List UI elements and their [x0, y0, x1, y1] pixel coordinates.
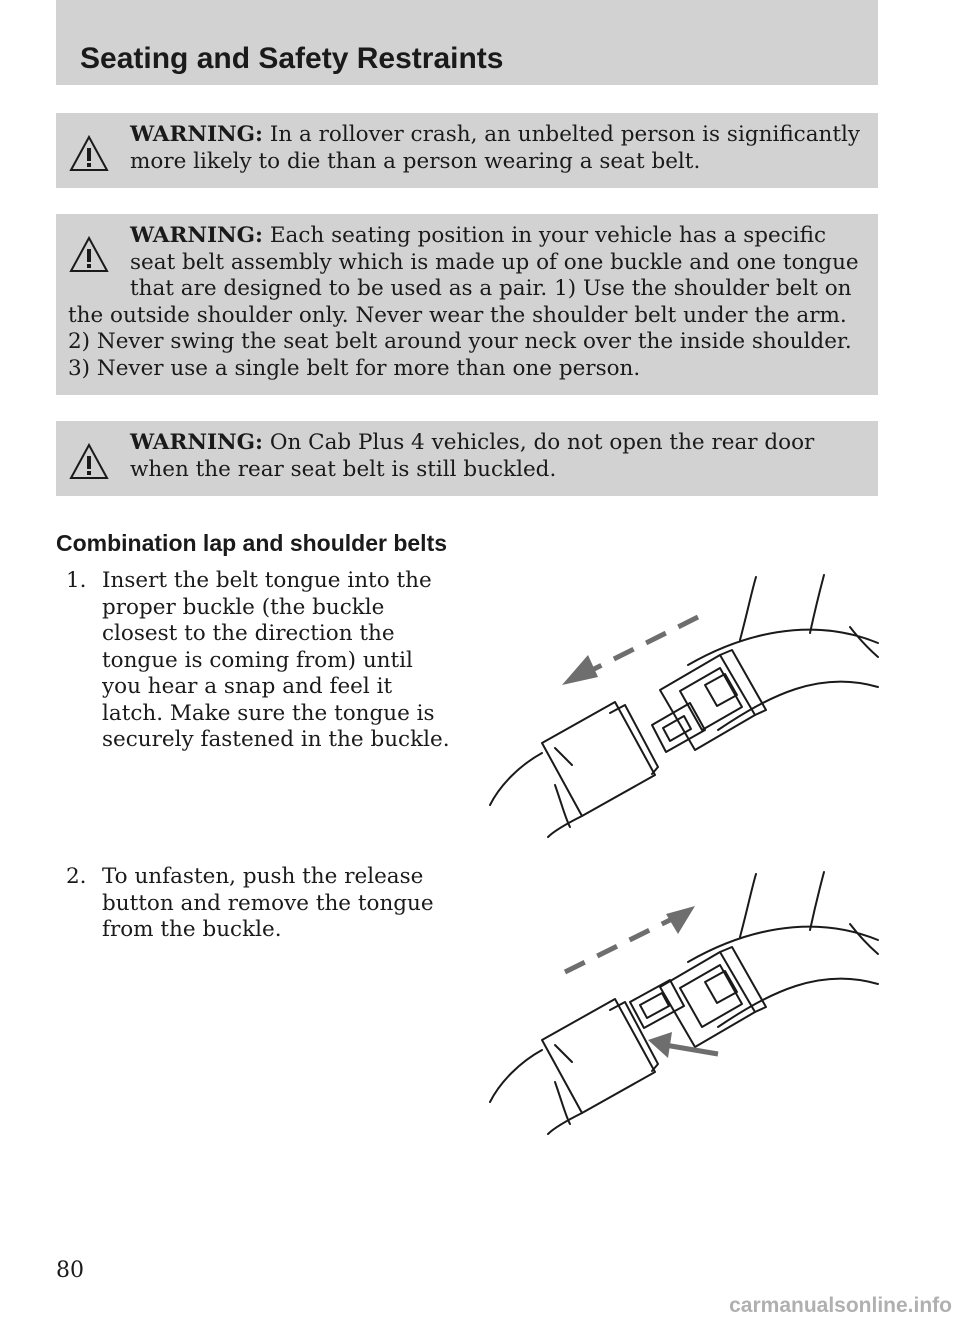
- warning-text: In a rollover crash, an unbelted person is significantly more likely to die than a person wearing a seat belt.: [130, 122, 861, 174]
- warning-text: On Cab Plus 4 vehicles, do not open the rear door when the rear seat belt is still buckled.: [130, 430, 815, 482]
- warning-label: WARNING:: [130, 430, 263, 455]
- warning-triangle-icon: [68, 134, 110, 174]
- arrow-icon: [565, 906, 695, 972]
- page-header: [56, 0, 878, 85]
- warning-triangle-icon: [68, 235, 110, 275]
- warning-triangle-icon: [68, 442, 110, 482]
- watermark: carmanualsonline.info: [729, 1294, 952, 1317]
- step-number: 1.: [66, 568, 87, 593]
- step-text: To unfasten, push the release button and remove the tongue from the buckle.: [102, 864, 434, 942]
- section-heading: Combination lap and shoulder belts: [56, 530, 448, 556]
- page-title: Seating and Safety Restraints: [80, 42, 504, 75]
- arrow-icon: [648, 1032, 718, 1058]
- warning-label: WARNING:: [130, 223, 263, 248]
- page-number: 80: [56, 1258, 84, 1283]
- belt-fasten-illustration: [480, 565, 880, 840]
- arrow-icon: [562, 617, 698, 685]
- warning-text: Each seating position in your vehicle has a specific seat belt assembly which is made up of one buckle and one tongue that are designed to be used as a pair. 1) Use the shoulder belt on the outside shoulder only. Never wear the shoulder belt under the arm. 2) Never swing the seat belt around your neck over the inside shoulder. 3) Never use a single belt for more than one person.: [68, 223, 859, 381]
- instruction-step: [66, 864, 456, 944]
- step-text: Insert the belt tongue into the proper buckle (the buckle closest to the direction the tongue is coming from) until you hear a snap and feel it latch. Make sure the tongue is securely fastened in the buckle.: [102, 568, 450, 752]
- instruction-step: [66, 568, 456, 754]
- step-number: 2.: [66, 864, 87, 889]
- belt-unfasten-illustration: [480, 862, 880, 1137]
- warning-box: [56, 113, 878, 188]
- warning-label: WARNING:: [130, 122, 263, 147]
- warning-box: [56, 421, 878, 496]
- warning-box: [56, 214, 878, 395]
